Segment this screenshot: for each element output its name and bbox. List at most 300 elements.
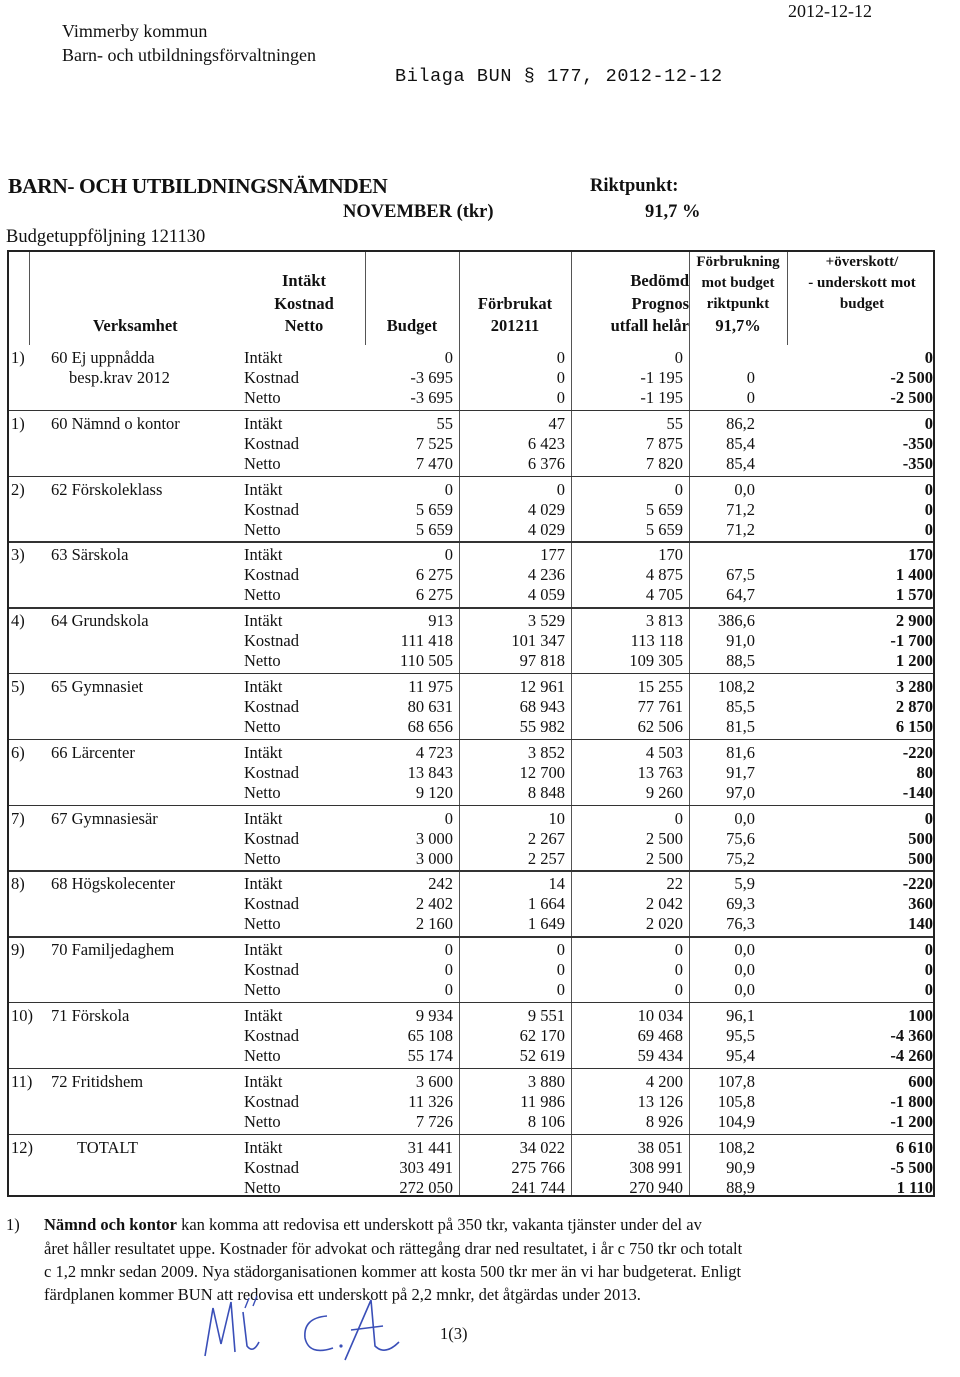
cell-budget: 0 bbox=[444, 348, 453, 367]
cell-budget: 0 bbox=[444, 545, 453, 565]
cell-diff: 1 400 bbox=[895, 565, 933, 585]
cell-pct: 0,0 bbox=[734, 960, 755, 980]
group-name: 60 Ej uppnådda bbox=[51, 348, 155, 367]
cell-budget: 242 bbox=[428, 874, 453, 894]
cell-pct: 88,9 bbox=[726, 1177, 755, 1197]
cell-budget: 11 975 bbox=[408, 677, 453, 696]
cell-forbrukat: 4 029 bbox=[527, 519, 565, 539]
cell-pct: 108,2 bbox=[717, 677, 755, 696]
group-number: 1) bbox=[11, 348, 25, 367]
row-type-netto: Netto bbox=[244, 980, 281, 1000]
cell-prognos: 69 468 bbox=[637, 1026, 683, 1045]
cell-forbrukat: 11 986 bbox=[520, 1091, 565, 1111]
budget-table bbox=[7, 250, 935, 1197]
group-name: 64 Grundskola bbox=[51, 611, 149, 631]
cell-pct bbox=[699, 545, 755, 565]
cell-budget: 9 120 bbox=[415, 782, 453, 802]
table-group bbox=[9, 871, 933, 937]
header-forbrukat: Förbrukat 201211 bbox=[477, 294, 553, 335]
cell-prognos: 4 200 bbox=[645, 1071, 683, 1091]
cell-pct: 71,2 bbox=[726, 519, 755, 539]
header-verksamhet: Verksamhet bbox=[93, 316, 178, 335]
group-name: 65 Gymnasiet bbox=[51, 677, 144, 696]
row-type-kostnad: Kostnad bbox=[244, 631, 299, 651]
cell-forbrukat: 1 664 bbox=[527, 894, 565, 914]
cell-forbrukat: 55 982 bbox=[519, 717, 565, 736]
cell-prognos: 113 118 bbox=[630, 631, 683, 651]
cell-forbrukat: 0 bbox=[556, 960, 565, 980]
cell-forbrukat: 177 bbox=[540, 545, 565, 565]
header-forbrukning: Förbrukning mot budget riktpunkt 91,7% bbox=[696, 254, 780, 335]
riktpunkt-label: Riktpunkt: bbox=[590, 176, 679, 196]
cell-budget: 3 600 bbox=[415, 1071, 453, 1091]
cell-prognos: 62 506 bbox=[637, 717, 683, 736]
cell-diff: 0 bbox=[924, 808, 933, 828]
table-group bbox=[9, 1003, 933, 1069]
cell-diff: -2 500 bbox=[890, 368, 933, 387]
cell-pct: 81,5 bbox=[726, 717, 755, 736]
cell-budget: 0 bbox=[444, 980, 453, 1000]
cell-prognos: 4 875 bbox=[645, 565, 683, 585]
group-number: 4) bbox=[11, 611, 25, 631]
cell-forbrukat: 4 029 bbox=[527, 499, 565, 519]
cell-prognos: -1 195 bbox=[640, 388, 683, 407]
cell-diff: 6 610 bbox=[895, 1137, 933, 1157]
cell-diff: 0 bbox=[924, 960, 933, 980]
cell-forbrukat: 47 bbox=[548, 413, 565, 433]
cell-pct: 64,7 bbox=[726, 585, 755, 605]
table-group bbox=[9, 608, 933, 674]
cell-diff: -1 200 bbox=[890, 1111, 933, 1131]
cell-diff: 2 900 bbox=[895, 611, 933, 631]
cell-prognos: 22 bbox=[666, 874, 683, 894]
cell-diff: 360 bbox=[908, 894, 933, 914]
cell-diff: -220 bbox=[902, 874, 933, 894]
table-group bbox=[9, 345, 933, 411]
cell-diff: 0 bbox=[924, 348, 933, 367]
row-type-netto: Netto bbox=[244, 914, 281, 934]
cell-budget: 0 bbox=[444, 479, 453, 499]
cell-forbrukat: 14 bbox=[548, 874, 565, 894]
row-type-netto: Netto bbox=[244, 1177, 281, 1197]
cell-forbrukat: 52 619 bbox=[519, 1046, 565, 1065]
cell-budget: -3 695 bbox=[410, 388, 453, 407]
group-name: 72 Fritidshem bbox=[51, 1071, 144, 1091]
row-type-kostnad: Kostnad bbox=[244, 1157, 299, 1177]
cell-forbrukat: 68 943 bbox=[519, 697, 565, 716]
row-type-kostnad: Kostnad bbox=[244, 960, 299, 980]
row-type-intäkt: Intäkt bbox=[244, 677, 283, 696]
cell-pct: 108,2 bbox=[717, 1137, 755, 1157]
row-type-intäkt: Intäkt bbox=[244, 611, 283, 631]
row-type-netto: Netto bbox=[244, 388, 281, 407]
riktpunkt-value: 91,7 % bbox=[645, 202, 701, 222]
cell-pct: 0,0 bbox=[734, 940, 755, 960]
cell-prognos: 4 705 bbox=[645, 585, 683, 605]
header-budget: Budget bbox=[386, 316, 438, 335]
cell-pct: 0,0 bbox=[734, 980, 755, 1000]
cell-diff: 0 bbox=[924, 940, 933, 960]
cell-pct: 95,5 bbox=[726, 1026, 755, 1045]
cell-pct: 105,8 bbox=[717, 1091, 755, 1111]
cell-budget: 3 000 bbox=[415, 848, 453, 868]
row-type-intäkt: Intäkt bbox=[244, 808, 283, 828]
cell-budget: 303 491 bbox=[399, 1157, 453, 1177]
cell-diff: -220 bbox=[902, 742, 933, 762]
cell-budget: 6 275 bbox=[415, 585, 453, 605]
page-number: 1(3) bbox=[440, 1324, 468, 1343]
cell-pct bbox=[699, 348, 755, 368]
cell-budget: 111 418 bbox=[400, 631, 453, 651]
cell-forbrukat: 10 bbox=[548, 808, 565, 828]
cell-diff: 80 bbox=[916, 762, 933, 782]
cell-pct: 96,1 bbox=[726, 1006, 755, 1025]
cell-prognos: 0 bbox=[674, 980, 683, 1000]
group-name: 71 Förskola bbox=[51, 1006, 130, 1025]
cell-prognos: 8 926 bbox=[645, 1111, 683, 1131]
cell-pct: 0,0 bbox=[734, 808, 755, 828]
cell-diff: -4 260 bbox=[890, 1046, 933, 1065]
cell-forbrukat: 62 170 bbox=[519, 1026, 565, 1045]
cell-prognos: 5 659 bbox=[645, 519, 683, 539]
cell-prognos: 10 034 bbox=[637, 1006, 683, 1025]
cell-prognos: 0 bbox=[674, 808, 683, 828]
cell-pct: 0 bbox=[746, 368, 755, 387]
row-type-intäkt: Intäkt bbox=[244, 413, 283, 433]
cell-pct: 75,6 bbox=[726, 828, 755, 848]
cell-pct: 76,3 bbox=[726, 914, 755, 934]
row-type-intäkt: Intäkt bbox=[244, 1006, 283, 1025]
cell-prognos: 2 020 bbox=[645, 914, 683, 934]
cell-budget: 272 050 bbox=[399, 1177, 453, 1197]
cell-forbrukat: 34 022 bbox=[519, 1137, 565, 1157]
row-type-kostnad: Kostnad bbox=[244, 565, 299, 585]
row-type-netto: Netto bbox=[244, 1111, 281, 1131]
cell-pct: 86,2 bbox=[726, 413, 755, 433]
row-type-netto: Netto bbox=[244, 848, 281, 868]
group-name: 60 Nämnd o kontor bbox=[51, 413, 180, 433]
cell-prognos: 7 875 bbox=[645, 433, 683, 453]
org-name: Vimmerby kommun bbox=[62, 21, 208, 41]
row-type-intäkt: Intäkt bbox=[244, 479, 283, 499]
cell-pct: 91,0 bbox=[726, 631, 755, 651]
row-type-intäkt: Intäkt bbox=[244, 1071, 283, 1091]
cell-diff: 1 110 bbox=[896, 1177, 933, 1197]
cell-forbrukat: 8 848 bbox=[527, 782, 565, 802]
cell-prognos: 4 503 bbox=[645, 742, 683, 762]
cell-pct: 386,6 bbox=[717, 611, 755, 631]
group-number: 7) bbox=[11, 808, 25, 828]
cell-forbrukat: 0 bbox=[556, 388, 565, 407]
row-type-kostnad: Kostnad bbox=[244, 894, 299, 914]
footnote-line-1 bbox=[44, 1214, 702, 1237]
cell-forbrukat: 3 852 bbox=[527, 742, 565, 762]
table-group bbox=[9, 1069, 933, 1135]
cell-forbrukat: 4 236 bbox=[527, 565, 565, 585]
cell-pct: 75,2 bbox=[726, 848, 755, 868]
group-number: 10) bbox=[11, 1006, 33, 1025]
cell-prognos: 0 bbox=[674, 479, 683, 499]
page-title: BARN- OCH UTBILDNINGSNÄMNDEN bbox=[8, 174, 388, 198]
cell-pct: 69,3 bbox=[726, 894, 755, 914]
row-type-netto: Netto bbox=[244, 717, 281, 736]
cell-prognos: 59 434 bbox=[637, 1046, 683, 1065]
cell-prognos: 0 bbox=[674, 960, 683, 980]
cell-forbrukat: 97 818 bbox=[519, 651, 565, 671]
table-group bbox=[9, 806, 933, 872]
table-group bbox=[9, 542, 933, 608]
footnote-line-4: färdplanen kommer BUN att redovisa ett underskott på 2,2 mnkr, det åtgärdas under 2013. bbox=[44, 1285, 641, 1304]
row-type-kostnad: Kostnad bbox=[244, 1026, 299, 1045]
cell-prognos: 3 813 bbox=[645, 611, 683, 631]
cell-diff: 6 150 bbox=[895, 717, 933, 736]
cell-prognos: 170 bbox=[658, 545, 683, 565]
cell-budget: 7 726 bbox=[415, 1111, 453, 1131]
group-number: 2) bbox=[11, 479, 25, 499]
row-type-kostnad: Kostnad bbox=[244, 697, 299, 716]
group-number: 9) bbox=[11, 940, 25, 960]
cell-forbrukat: 0 bbox=[556, 348, 565, 367]
cell-prognos: 5 659 bbox=[645, 499, 683, 519]
cell-prognos: 9 260 bbox=[645, 782, 683, 802]
budget-followup-label: Budgetuppföljning 121130 bbox=[6, 227, 206, 247]
row-type-netto: Netto bbox=[244, 1046, 281, 1065]
cell-diff: 0 bbox=[924, 479, 933, 499]
cell-forbrukat: 3 880 bbox=[527, 1071, 565, 1091]
cell-budget: 55 174 bbox=[407, 1046, 453, 1065]
cell-budget: 65 108 bbox=[407, 1026, 453, 1045]
cell-forbrukat: 8 106 bbox=[527, 1111, 565, 1131]
cell-prognos: 13 763 bbox=[637, 762, 683, 782]
group-name: TOTALT bbox=[77, 1137, 139, 1157]
row-type-kostnad: Kostnad bbox=[244, 828, 299, 848]
row-type-intäkt: Intäkt bbox=[244, 348, 283, 367]
cell-forbrukat: 0 bbox=[556, 479, 565, 499]
footnote-line-3: c 1,2 mnkr sedan 2009. Nya städorganisationen kommer att kosta 500 tkr mer än vi har budgeterat. Enligt bbox=[44, 1262, 742, 1281]
cell-budget: 3 000 bbox=[415, 828, 453, 848]
cell-diff: -5 500 bbox=[890, 1157, 933, 1177]
cell-forbrukat: 0 bbox=[556, 940, 565, 960]
cell-diff: -1 700 bbox=[890, 631, 933, 651]
cell-diff: 170 bbox=[908, 545, 933, 565]
group-name: 70 Familjedaghem bbox=[51, 940, 175, 960]
cell-diff: 500 bbox=[908, 828, 933, 848]
group-number: 1) bbox=[11, 413, 25, 433]
bilaga-reference: Bilaga BUN § 177, 2012-12-12 bbox=[395, 66, 723, 87]
cell-diff: -140 bbox=[902, 782, 933, 802]
cell-diff: 1 570 bbox=[895, 585, 933, 605]
cell-prognos: 55 bbox=[666, 413, 683, 433]
cell-forbrukat: 0 bbox=[556, 980, 565, 1000]
cell-forbrukat: 3 529 bbox=[527, 611, 565, 631]
group-name: 68 Högskolecenter bbox=[51, 874, 176, 894]
cell-forbrukat: 4 059 bbox=[527, 585, 565, 605]
footnote-line-2: året håller resultatet uppe. Kostnader för advokat och rättegång drar ned resultatet, i år c 750 tkr och totalt bbox=[44, 1239, 743, 1258]
column-divider bbox=[29, 252, 30, 345]
row-type-netto: Netto bbox=[244, 782, 281, 802]
report-month: NOVEMBER (tkr) bbox=[343, 202, 494, 222]
row-type-intäkt: Intäkt bbox=[244, 940, 283, 960]
cell-budget: 0 bbox=[444, 960, 453, 980]
table-group bbox=[9, 740, 933, 806]
cell-prognos: 308 991 bbox=[629, 1157, 683, 1177]
cell-pct: 71,2 bbox=[726, 499, 755, 519]
cell-forbrukat: 2 257 bbox=[527, 848, 565, 868]
cell-budget: -3 695 bbox=[410, 368, 453, 387]
cell-budget: 4 723 bbox=[415, 742, 453, 762]
group-number: 12) bbox=[11, 1137, 33, 1157]
handwritten-signature bbox=[195, 1286, 425, 1366]
cell-pct: 67,5 bbox=[726, 565, 755, 585]
cell-pct: 97,0 bbox=[726, 782, 755, 802]
table-group bbox=[9, 937, 933, 1003]
cell-pct: 5,9 bbox=[734, 874, 755, 894]
table-group bbox=[9, 477, 933, 543]
cell-budget: 0 bbox=[444, 808, 453, 828]
row-type-kostnad: Kostnad bbox=[244, 1091, 299, 1111]
cell-diff: 0 bbox=[924, 519, 933, 539]
cell-diff: 2 870 bbox=[895, 697, 933, 716]
cell-diff: 600 bbox=[908, 1071, 933, 1091]
cell-diff: -4 360 bbox=[890, 1026, 933, 1045]
cell-pct: 104,9 bbox=[717, 1111, 755, 1131]
cell-budget: 80 631 bbox=[407, 697, 453, 716]
cell-prognos: 2 042 bbox=[645, 894, 683, 914]
group-name-line2: besp.krav 2012 bbox=[69, 368, 170, 387]
group-number: 3) bbox=[11, 545, 25, 565]
cell-budget: 6 275 bbox=[415, 565, 453, 585]
cell-pct: 95,4 bbox=[726, 1046, 755, 1065]
cell-diff: 0 bbox=[924, 413, 933, 433]
cell-forbrukat: 12 961 bbox=[519, 677, 565, 696]
cell-forbrukat: 6 376 bbox=[527, 453, 565, 473]
cell-diff: 0 bbox=[924, 499, 933, 519]
cell-budget: 7 470 bbox=[415, 453, 453, 473]
cell-pct: 81,6 bbox=[726, 742, 755, 762]
group-name: 63 Särskola bbox=[51, 545, 129, 565]
cell-forbrukat: 6 423 bbox=[527, 433, 565, 453]
cell-budget: 7 525 bbox=[415, 433, 453, 453]
cell-forbrukat: 101 347 bbox=[511, 631, 565, 651]
row-type-intäkt: Intäkt bbox=[244, 742, 283, 762]
document-date: 2012-12-12 bbox=[788, 1, 872, 21]
row-type-netto: Netto bbox=[244, 585, 281, 605]
cell-forbrukat: 12 700 bbox=[519, 762, 565, 782]
header-bedomd-prognos: Bedömd Prognos utfall helår bbox=[610, 271, 689, 335]
group-number: 5) bbox=[11, 677, 25, 696]
cell-budget: 5 659 bbox=[415, 519, 453, 539]
row-type-intäkt: Intäkt bbox=[244, 1137, 283, 1157]
cell-prognos: 270 940 bbox=[629, 1177, 683, 1197]
cell-budget: 9 934 bbox=[415, 1006, 453, 1025]
header-intakt-kostnad-netto: Intäkt Kostnad Netto bbox=[274, 271, 334, 335]
row-type-intäkt: Intäkt bbox=[244, 545, 283, 565]
cell-diff: 140 bbox=[908, 914, 933, 934]
cell-budget: 913 bbox=[428, 611, 453, 631]
cell-pct: 90,9 bbox=[726, 1157, 755, 1177]
cell-pct: 85,4 bbox=[726, 453, 755, 473]
cell-budget: 68 656 bbox=[407, 717, 453, 736]
row-type-kostnad: Kostnad bbox=[244, 762, 299, 782]
footnote-line-1-rest: kan komma att redovisa ett underskott på 350 tkr, vakanta tjänster under del av bbox=[176, 1215, 702, 1234]
cell-pct: 91,7 bbox=[726, 762, 755, 782]
cell-prognos: 0 bbox=[674, 940, 683, 960]
row-type-kostnad: Kostnad bbox=[244, 433, 299, 453]
org-department: Barn- och utbildningsförvaltningen bbox=[62, 45, 316, 65]
row-type-netto: Netto bbox=[244, 651, 281, 671]
cell-pct: 85,5 bbox=[726, 697, 755, 716]
cell-budget: 31 441 bbox=[407, 1137, 453, 1157]
cell-prognos: -1 195 bbox=[640, 368, 683, 387]
cell-budget: 13 843 bbox=[407, 762, 453, 782]
row-type-kostnad: Kostnad bbox=[244, 499, 299, 519]
cell-prognos: 15 255 bbox=[637, 677, 683, 696]
row-type-netto: Netto bbox=[244, 519, 281, 539]
cell-diff: 500 bbox=[908, 848, 933, 868]
cell-pct: 88,5 bbox=[726, 651, 755, 671]
cell-forbrukat: 2 267 bbox=[527, 828, 565, 848]
footnote-bold: Nämnd och kontor bbox=[44, 1215, 177, 1234]
cell-diff: 100 bbox=[908, 1006, 933, 1025]
cell-forbrukat: 241 744 bbox=[511, 1177, 565, 1197]
footnote-number: 1) bbox=[6, 1215, 20, 1234]
cell-diff: -2 500 bbox=[890, 388, 933, 407]
table-group bbox=[9, 674, 933, 740]
cell-diff: 1 200 bbox=[895, 651, 933, 671]
group-number: 6) bbox=[11, 742, 25, 762]
cell-prognos: 2 500 bbox=[645, 848, 683, 868]
group-name: 66 Lärcenter bbox=[51, 742, 135, 762]
row-type-kostnad: Kostnad bbox=[244, 368, 299, 387]
row-type-intäkt: Intäkt bbox=[244, 874, 283, 894]
cell-forbrukat: 275 766 bbox=[511, 1157, 565, 1177]
cell-prognos: 109 305 bbox=[629, 651, 683, 671]
cell-pct: 107,8 bbox=[717, 1071, 755, 1091]
cell-budget: 11 326 bbox=[408, 1091, 453, 1111]
cell-diff: 3 280 bbox=[895, 677, 933, 696]
table-group bbox=[9, 411, 933, 477]
cell-budget: 55 bbox=[436, 413, 453, 433]
row-type-netto: Netto bbox=[244, 453, 281, 473]
cell-prognos: 2 500 bbox=[645, 828, 683, 848]
cell-diff: -350 bbox=[902, 433, 933, 453]
cell-budget: 0 bbox=[444, 940, 453, 960]
header-overskott: +överskott/ - underskott mot budget bbox=[808, 254, 916, 312]
cell-prognos: 77 761 bbox=[637, 697, 683, 716]
cell-forbrukat: 0 bbox=[556, 368, 565, 387]
group-name: 67 Gymnasiesär bbox=[51, 808, 158, 828]
cell-diff: 0 bbox=[924, 980, 933, 1000]
cell-budget: 110 505 bbox=[399, 651, 453, 671]
cell-prognos: 13 126 bbox=[637, 1091, 683, 1111]
group-name: 62 Förskoleklass bbox=[51, 479, 163, 499]
cell-prognos: 7 820 bbox=[645, 453, 683, 473]
cell-pct: 0,0 bbox=[734, 479, 755, 499]
group-number: 11) bbox=[11, 1071, 33, 1091]
cell-pct: 0 bbox=[746, 388, 755, 407]
cell-pct: 85,4 bbox=[726, 433, 755, 453]
cell-prognos: 38 051 bbox=[637, 1137, 683, 1157]
cell-forbrukat: 9 551 bbox=[527, 1006, 565, 1025]
cell-prognos: 0 bbox=[674, 348, 683, 367]
cell-diff: -350 bbox=[902, 453, 933, 473]
cell-budget: 5 659 bbox=[415, 499, 453, 519]
cell-budget: 2 402 bbox=[415, 894, 453, 914]
cell-budget: 2 160 bbox=[415, 914, 453, 934]
table-group bbox=[9, 1135, 933, 1201]
group-number: 8) bbox=[11, 874, 25, 894]
cell-diff: -1 800 bbox=[890, 1091, 933, 1111]
